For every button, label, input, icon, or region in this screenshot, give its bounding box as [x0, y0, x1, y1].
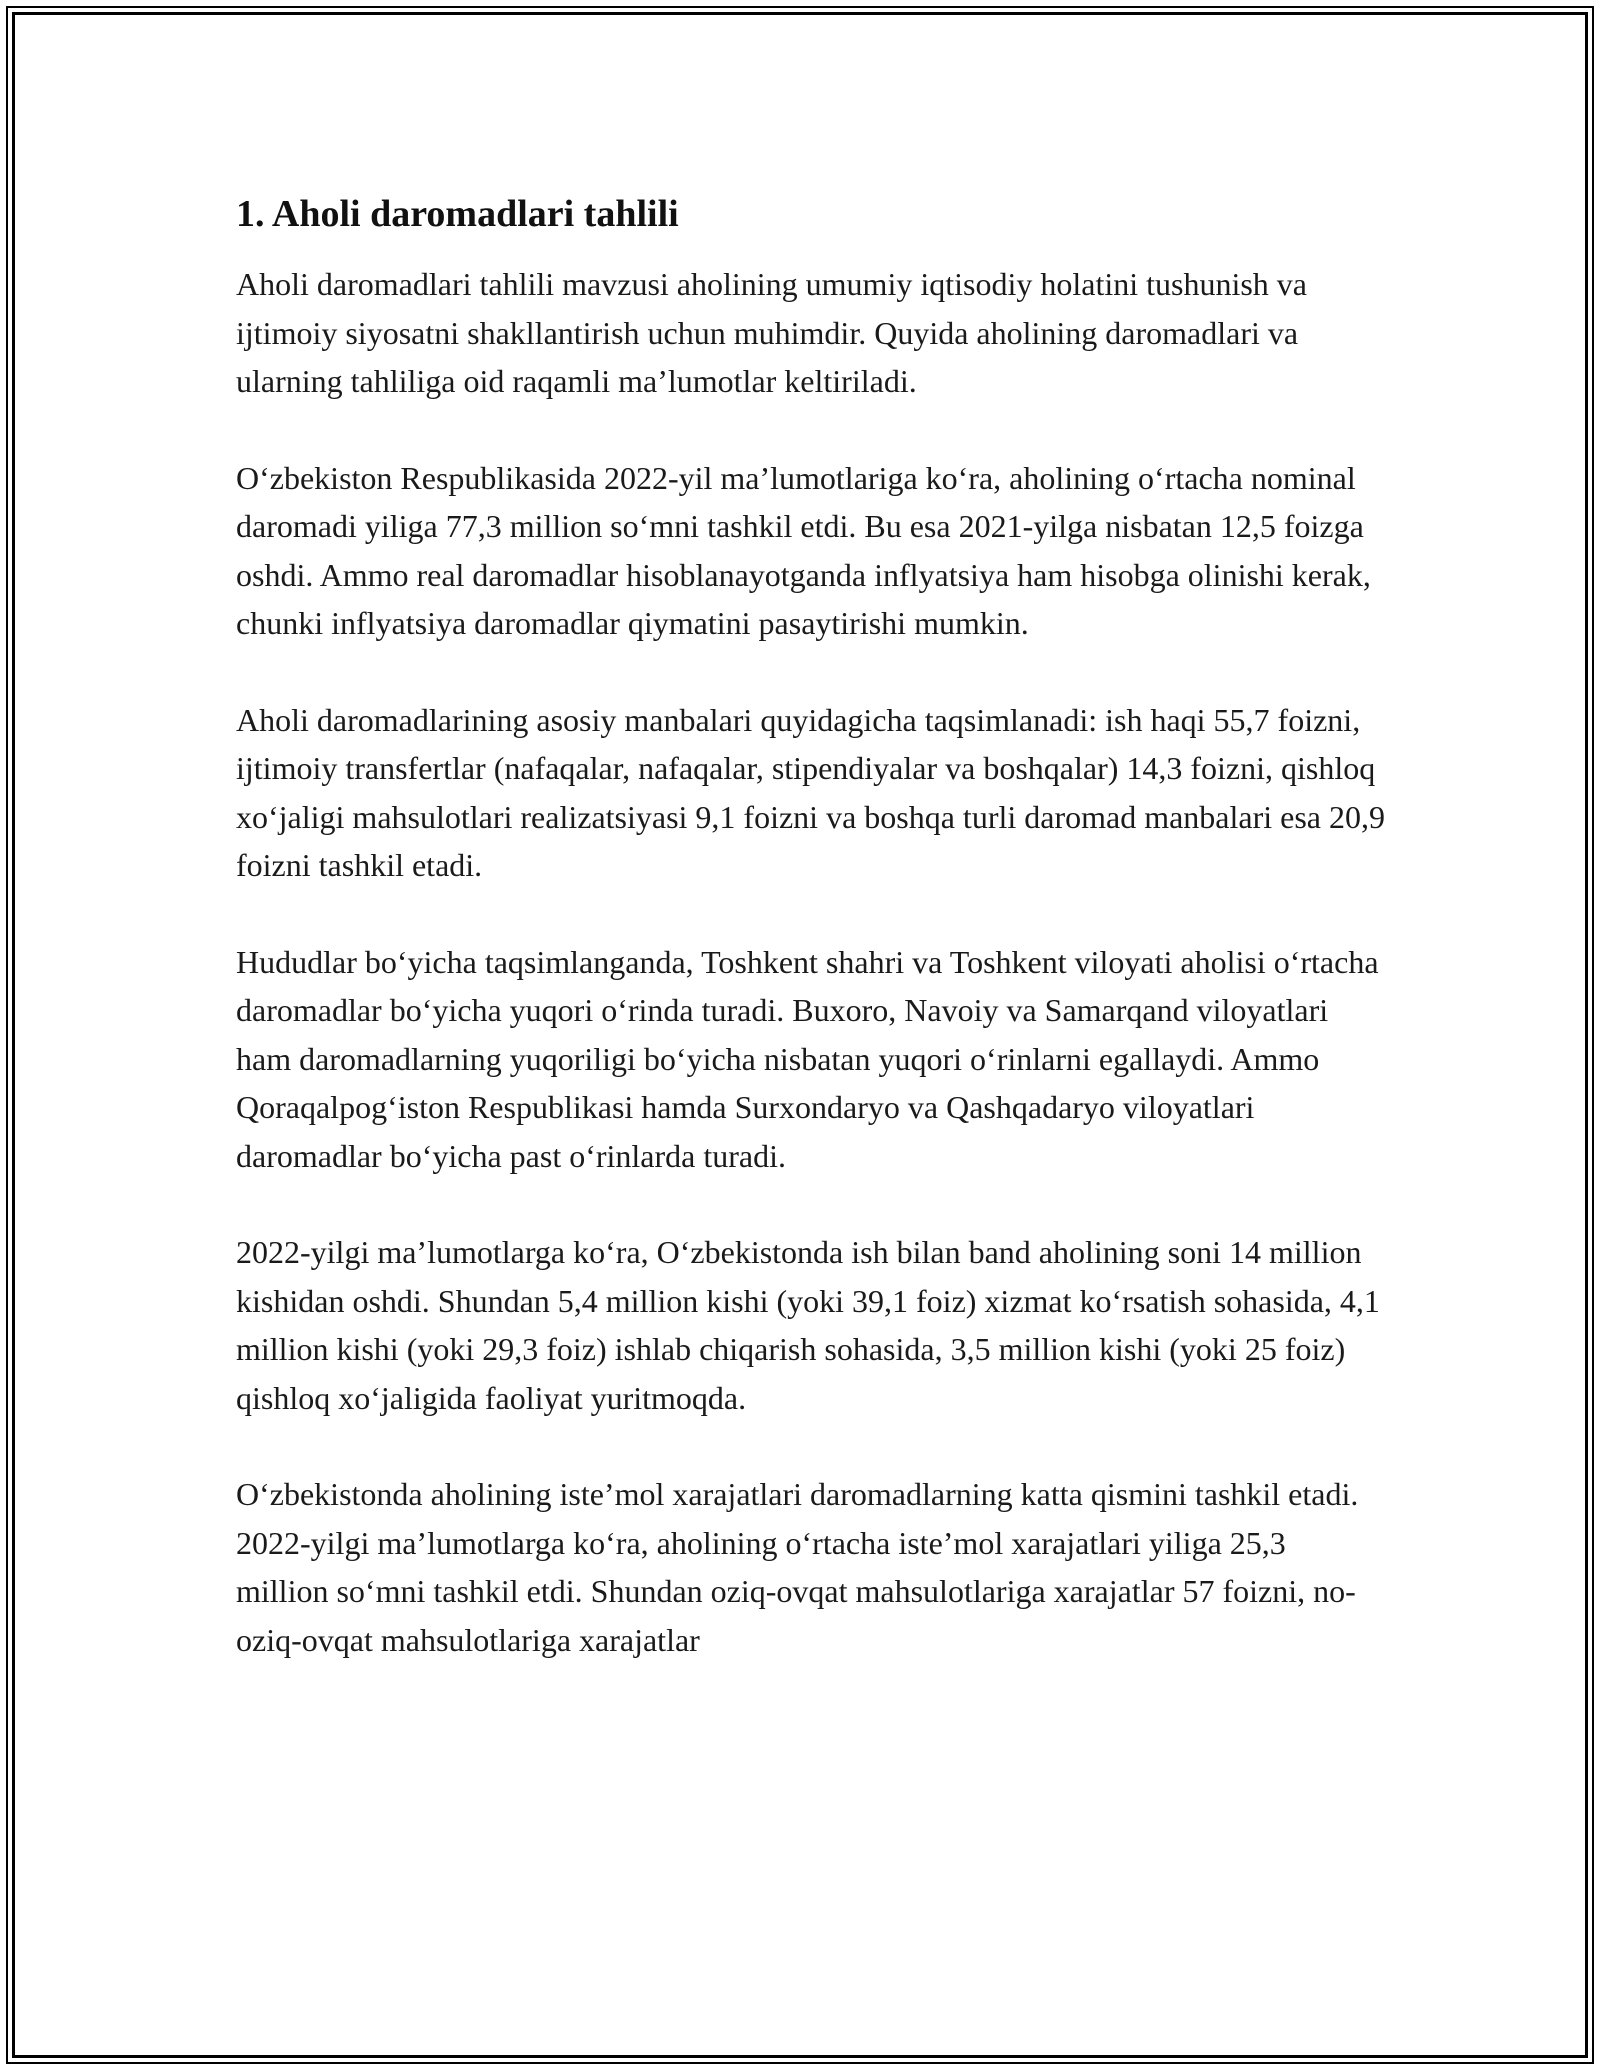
document-body [236, 186, 1386, 1712]
paragraph-intro: Aholi daromadlari tahlili mavzusi aholining umumiy iqtisodiy holatini tushunish va ijtimoiy siyosatni shakllantirish uchun muhimdir. Quyida aholining daromadlari va ularning tahliliga oid raqamli ma’lumotlar keltiriladi. [236, 266, 1307, 399]
paragraph-nominal-income: O‘zbekiston Respublikasida 2022-yil ma’lumotlariga ko‘ra, aholining o‘rtacha nominal daromadi yiliga 77,3 million so‘mni tashkil etdi. Bu esa 2021-yilga nisbatan 12,5 foizga oshdi. Ammo real daromadlar hisoblanayotganda inflyatsiya ham hisobga olinishi kerak, chunki inflyatsiya daromadlar qiymatini pasaytirishi mumkin. [236, 459, 1371, 641]
paragraph-income-sources: Aholi daromadlarining asosiy manbalari quyidagicha taqsimlanadi: ish haqi 55,7 foizni, ijtimoiy transfertlar (nafaqalar, nafaqalar, stipendiyalar va boshqalar) 14,3 foizni, qishloq xo‘jaligi mahsulotlari realizatsiyasi 9,1 foizni va boshqa turli daromad manbalari esa 20,9 foizni tashkil etadi. [236, 701, 1385, 883]
paragraph-consumption-expenses: O‘zbekistonda aholining iste’mol xarajatlari daromadlarning katta qismini tashkil etadi. 2022-yilgi ma’lumotlarga ko‘ra, aholining o‘rtacha iste’mol xarajatlari yiliga 25,3 million so‘mni tashkil etdi. Shundan oziq-ovqat mahsulotlariga xarajatlar 57 foizni, no-oziq-ovqat mahsulotlariga xarajatlar [236, 1476, 1359, 1658]
paragraph-employment: 2022-yilgi ma’lumotlarga ko‘ra, O‘zbekistonda ish bilan band aholining soni 14 million kishidan oshdi. Shundan 5,4 million kishi (yoki 39,1 foiz) xizmat ko‘rsatish sohasida, 4,1 million kishi (yoki 29,3 foiz) ishlab chiqarish sohasida, 3,5 million kishi (yoki 25 foiz) qishloq xo‘jaligida faoliyat yuritmoqda. [236, 1234, 1380, 1416]
paragraph-regional-distribution: Hududlar bo‘yicha taqsimlanganda, Toshkent shahri va Toshkent viloyati aholisi o‘rtacha daromadlar bo‘yicha yuqori o‘rinda turadi. Buxoro, Navoiy va Samarqand viloyatlari ham daromadlarning yuqoriligi bo‘yicha nisbatan yuqori o‘rinlarni egallaydi. Ammo Qoraqalpog‘iston Respublikasi hamda Surxondaryo va Qashqadaryo viloyatlari daromadlar bo‘yicha past o‘rinlarda turadi. [236, 943, 1379, 1174]
section-title: 1. Aholi daromadlari tahlili [236, 193, 679, 235]
